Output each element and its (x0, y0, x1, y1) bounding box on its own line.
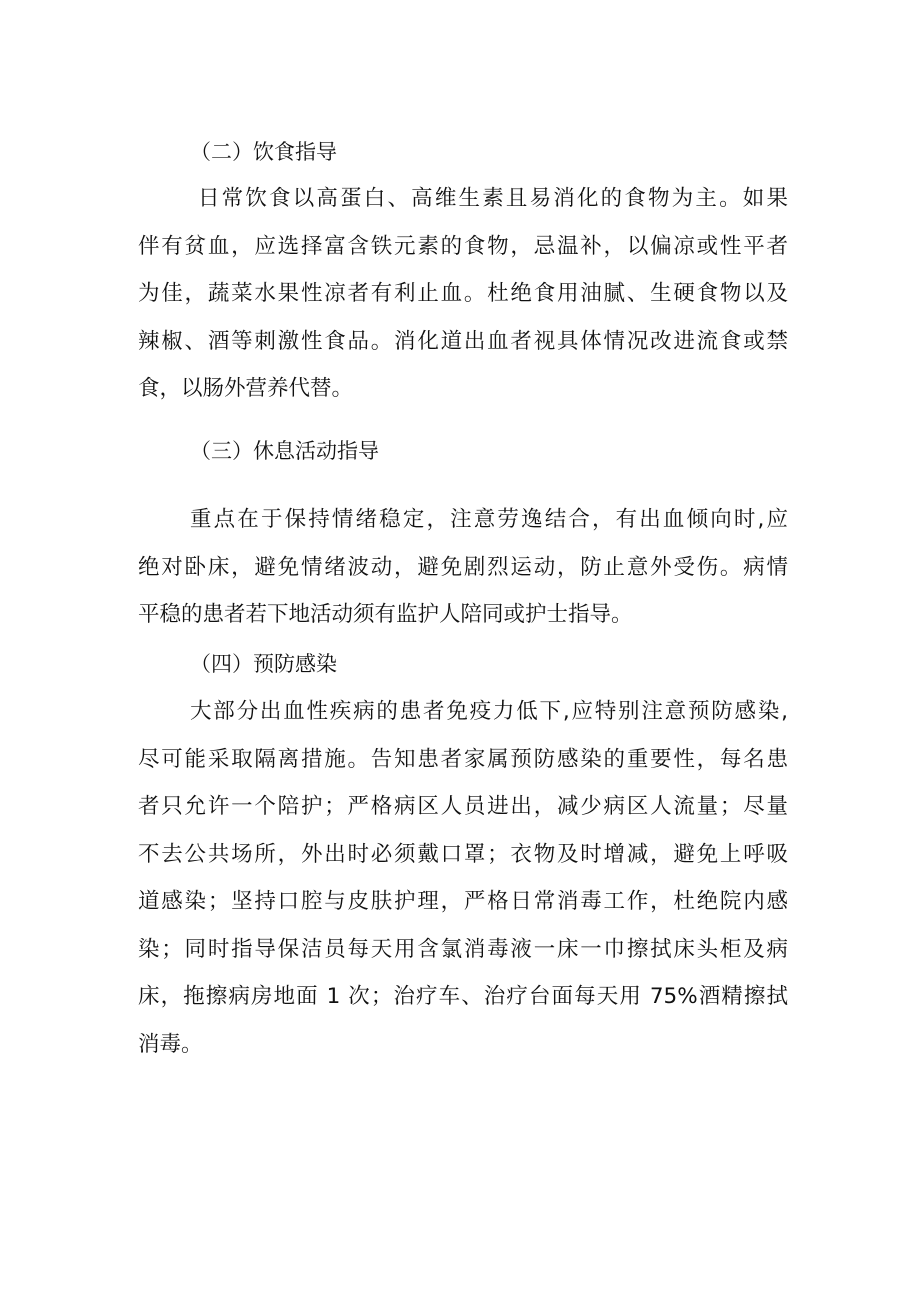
paragraph-line: 伴有贫血，应选择富含铁元素的食物，忌温补，以偏凉或性平者 (138, 233, 788, 259)
section-heading-rest-activity: （三）休息活动指导 (190, 439, 379, 463)
paragraph-line: 尽可能采取隔离措施。告知患者家属预防感染的重要性，每名患 (138, 746, 788, 772)
paragraph-line: 大部分出血性疾病的患者免疫力低下,应特别注意预防感染, (190, 699, 788, 724)
paragraph-line: 者只允许一个陪护；严格病区人员进出，减少病区人流量；尽量 (138, 794, 788, 819)
paragraph-line: 重点在于保持情绪稳定，注意劳逸结合，有出血倾向时,应 (190, 507, 788, 532)
section-heading-infection-prevention: （四）预防感染 (190, 652, 337, 676)
paragraph-line: 日常饮食以高蛋白、高维生素且易消化的食物为主。如果 (198, 186, 788, 211)
paragraph-line: 道感染；坚持口腔与皮肤护理，严格日常消毒工作，杜绝院内感 (138, 889, 788, 914)
paragraph-line: 平稳的患者若下地活动须有监护人陪同或护士指导。 (138, 602, 633, 627)
paragraph-infection-prevention (138, 688, 788, 1068)
paragraph-line: 绝对卧床，避免情绪波动，避免剧烈运动，防止意外受伤。病情 (138, 554, 788, 580)
paragraph-line: 染；同时指导保洁员每天用含氯消毒液一床一巾擦拭床头柜及病 (138, 936, 788, 962)
paragraph-line: 消毒。 (138, 1031, 203, 1057)
paragraph-line: 为佳，蔬菜水果性凉者有利止血。杜绝食用油腻、生硬食物以及 (138, 281, 788, 306)
paragraph-diet (138, 175, 788, 413)
paragraph-line: 不去公共场所，外出时必须戴口罩；衣物及时增减，避免上呼吸 (138, 841, 788, 867)
paragraph-line: 食，以肠外营养代替。 (138, 376, 354, 401)
section-heading-diet: （二）饮食指导 (190, 140, 337, 164)
paragraph-rest-activity (138, 496, 788, 639)
paragraph-line: 床，拖擦病房地面 1 次；治疗车、治疗台面每天用 75%酒精擦拭 (138, 984, 788, 1009)
paragraph-line: 辣椒、酒等刺激性食品。消化道出血者视具体情况改进流食或禁 (138, 328, 788, 354)
